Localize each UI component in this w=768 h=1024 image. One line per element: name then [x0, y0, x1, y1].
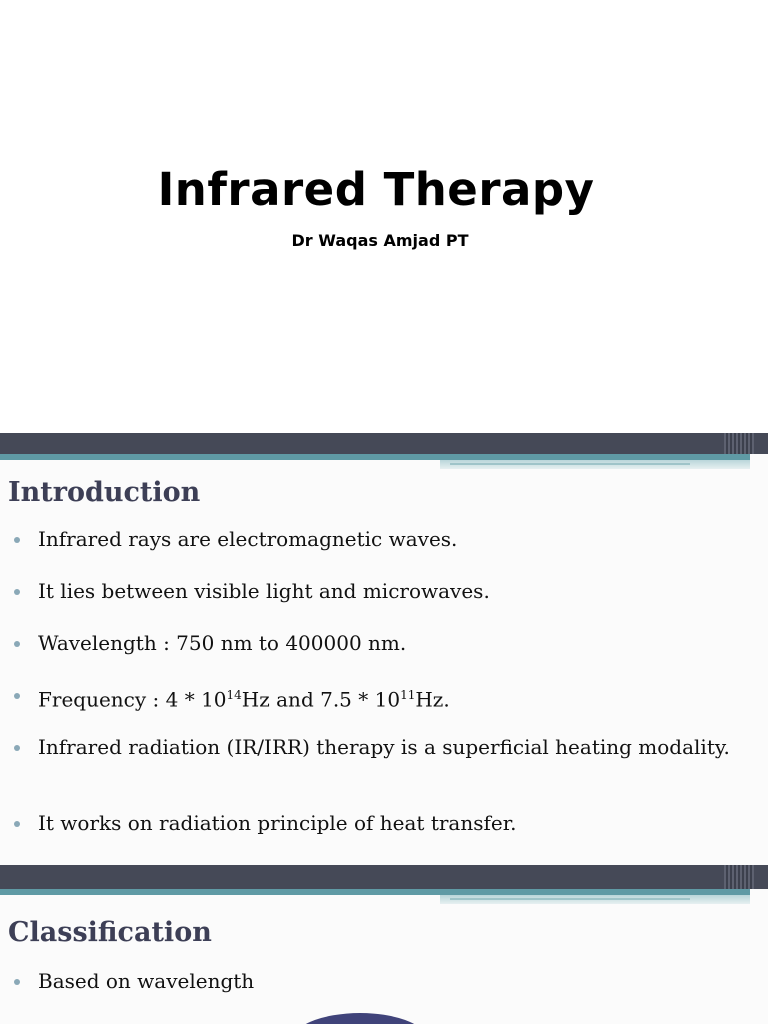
teal-accent-band	[440, 460, 750, 469]
slide-top-bar	[0, 865, 768, 889]
bullet-dot-icon	[14, 589, 20, 595]
bullet-dot-icon	[14, 745, 20, 751]
author-name: Dr Waqas Amjad PT	[291, 231, 469, 250]
decorative-stripes	[724, 433, 754, 454]
bullet-item: It works on radiation principle of heat transfer.	[14, 811, 744, 836]
classification-slide	[0, 865, 768, 1024]
bullet-dot-icon	[14, 693, 20, 699]
decorative-stripes	[724, 865, 754, 889]
bullet-item: Infrared radiation (IR/IRR) therapy is a superficial heating modality.	[14, 735, 744, 760]
introduction-heading: Introduction	[8, 477, 201, 508]
teal-accent-band	[440, 895, 750, 904]
presentation-title: Infrared Therapy	[157, 163, 595, 216]
bullet-dot-icon	[14, 821, 20, 827]
slide-top-bar	[0, 433, 768, 454]
diagram-shape-partial	[290, 1013, 430, 1024]
bullet-dot-icon	[14, 979, 20, 985]
bullet-item: Based on wavelength	[14, 969, 744, 994]
title-slide	[0, 0, 768, 433]
bullet-item: Infrared rays are electromagnetic waves.	[14, 527, 744, 552]
bullet-item: Wavelength : 750 nm to 400000 nm.	[14, 631, 744, 656]
classification-heading: Classification	[8, 917, 212, 948]
introduction-slide	[0, 433, 768, 865]
bullet-item: It lies between visible light and microwaves.	[14, 579, 744, 604]
bullet-dot-icon	[14, 641, 20, 647]
bullet-item-frequency: Frequency : $4 * 10^{14}Hz$ and $7.5 * 10^{11}Hz$.	[14, 683, 744, 713]
bullet-dot-icon	[14, 537, 20, 543]
